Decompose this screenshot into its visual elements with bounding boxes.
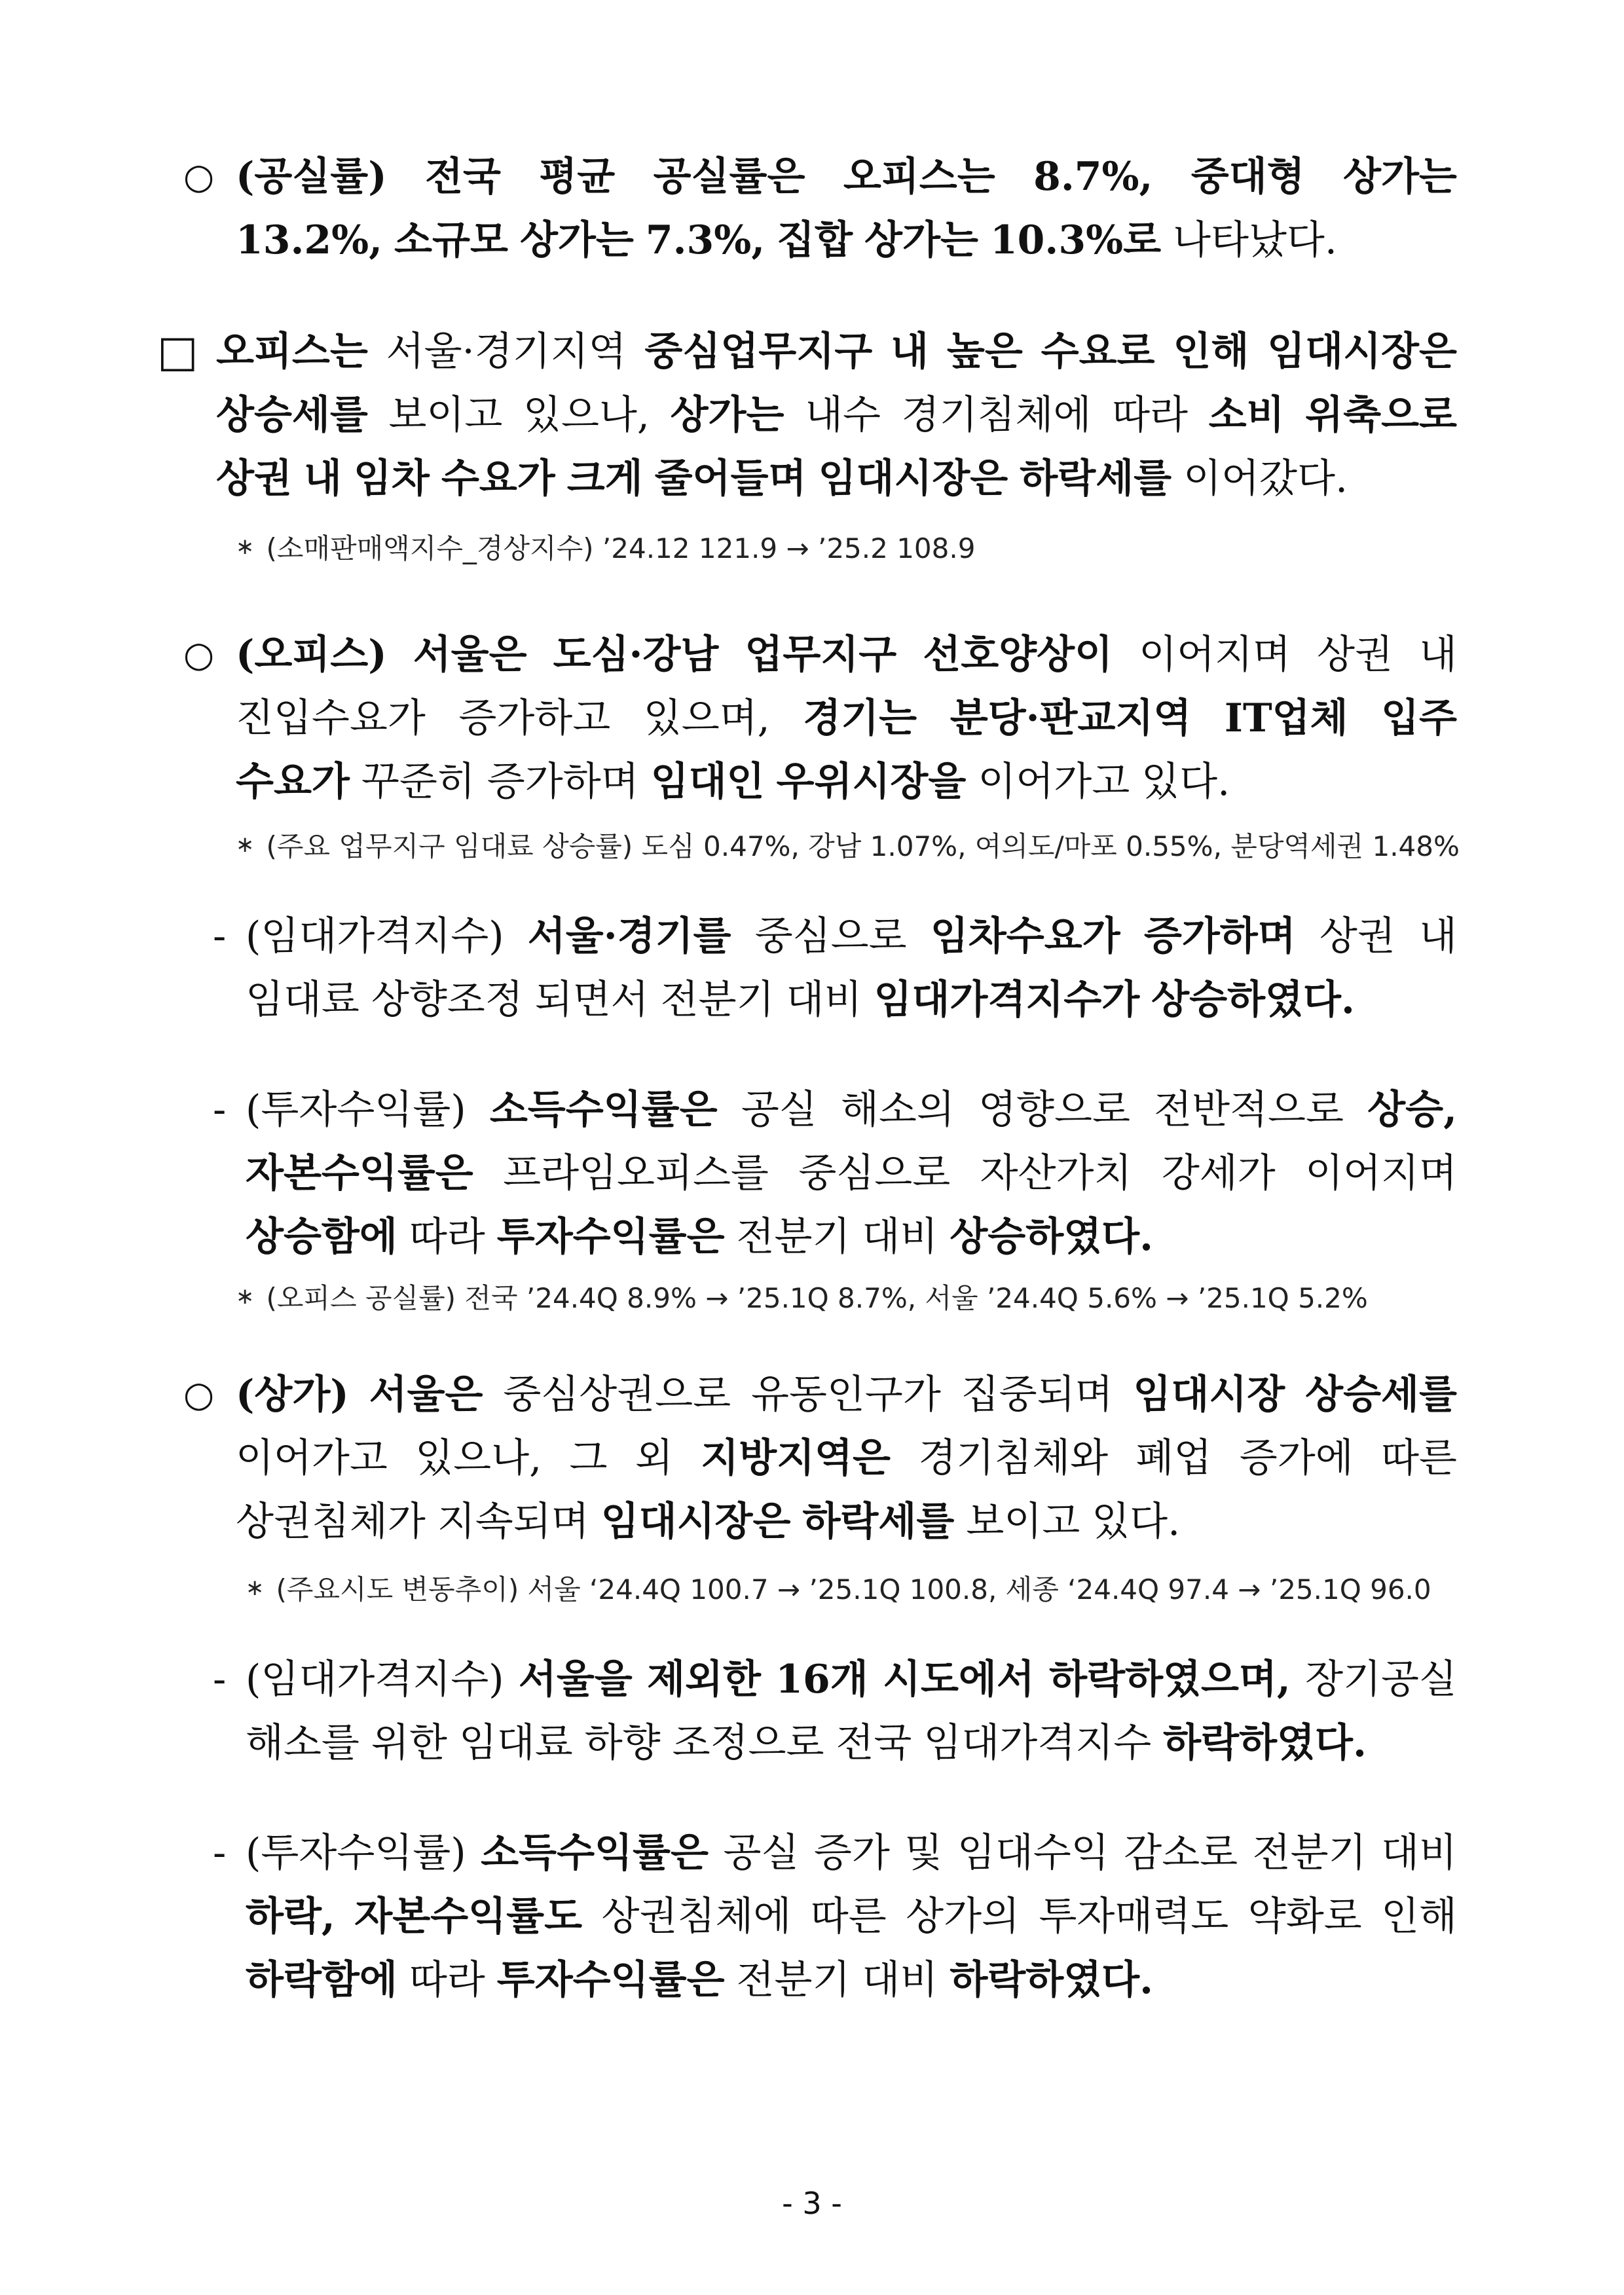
- text-line: [216, 322, 1457, 381]
- bold-word: 상승함에: [246, 1214, 397, 1260]
- word: 대비: [1381, 1830, 1457, 1876]
- word: 자산가치: [980, 1150, 1132, 1196]
- bold-word: 공실률은: [653, 154, 805, 200]
- bold-word: 하락하였다.: [1163, 1720, 1367, 1766]
- text-line: [236, 752, 1457, 811]
- word: 위한: [371, 1720, 447, 1766]
- text-line: [216, 386, 1457, 445]
- word: 폐업: [1135, 1435, 1212, 1481]
- word: 보이고: [966, 1499, 1080, 1545]
- bold-word: 시도에서: [883, 1657, 1035, 1702]
- bold-word: 상권: [216, 456, 292, 502]
- page-number: - 3 -: [782, 2186, 842, 2221]
- bold-word: 상가는: [670, 392, 784, 438]
- word: 내: [1418, 632, 1457, 678]
- word: 증가: [813, 1830, 890, 1876]
- word: 전반적으로: [1154, 1087, 1344, 1133]
- word: 조정으로: [672, 1720, 824, 1766]
- text-line: [246, 1951, 1457, 2010]
- text-line: [236, 211, 1457, 270]
- word: 그: [569, 1435, 608, 1481]
- bold-word: 분당·판교지역: [950, 695, 1192, 741]
- bold-word: 상승하였다.: [950, 1214, 1154, 1260]
- bold-word: 소비: [1208, 392, 1285, 438]
- text-line: [236, 1492, 1457, 1551]
- text-line: [216, 449, 1457, 508]
- bold-word: 소규모: [394, 217, 508, 263]
- word: 지속되며: [437, 1499, 589, 1545]
- text-line: [246, 907, 1457, 966]
- bold-word: 선호양상이: [923, 632, 1113, 678]
- bold-word: 서울을: [518, 1657, 633, 1702]
- word: 중심상권으로: [503, 1372, 731, 1418]
- word: 있으나,: [415, 1435, 542, 1481]
- word: 대비: [786, 977, 862, 1023]
- word: 공실: [741, 1087, 817, 1133]
- word: 보이고: [388, 392, 503, 438]
- text-line: [246, 1714, 1457, 1772]
- bold-word: 내: [303, 456, 342, 502]
- footnote-text: (주요시도 변동추이) 서울 ‘24.4Q 100.7 → ’25.1Q 100.8, 세종 ‘24.4Q 97.4 → ’25.1Q 96.0: [276, 1573, 1431, 1606]
- word: 따라: [409, 1957, 485, 2003]
- word: 상가의: [906, 1894, 1020, 1939]
- word: 따라: [409, 1214, 485, 1260]
- bold-word: 투자수익률은: [496, 1214, 725, 1260]
- text-line: [246, 1824, 1457, 1882]
- word: 전분기: [736, 1957, 851, 2003]
- bold-word: 하락함에: [246, 1957, 397, 2003]
- word: 임대수익: [957, 1830, 1109, 1876]
- bold-word: 수요가: [236, 759, 350, 805]
- bold-word: 임대시장: [1133, 1372, 1285, 1418]
- word: 임대가격지수: [923, 1720, 1152, 1766]
- circle-bullet: ○: [183, 1374, 215, 1415]
- word: 있다.: [1141, 759, 1230, 805]
- word: 영향으로: [978, 1087, 1130, 1133]
- word: 있다.: [1092, 1499, 1181, 1545]
- word: 하향: [584, 1720, 661, 1766]
- footnote-text: (오피스 공실률) 전국 ’24.4Q 8.9% → ’25.1Q 8.7%, 서울 ’24.4Q 5.6% → ’25.1Q 5.2%: [266, 1282, 1368, 1314]
- bold-word: 하락하였으며,: [1049, 1657, 1291, 1702]
- bold-word: 임대시장은: [1267, 329, 1457, 375]
- asterisk-icon: ∗: [246, 1575, 265, 1601]
- word: 서울·경기지역: [386, 329, 627, 375]
- bold-word: (오피스): [236, 632, 387, 678]
- text-line: [246, 1080, 1457, 1139]
- asterisk-icon: ∗: [236, 534, 255, 560]
- word: 꾸준히: [361, 759, 475, 805]
- bold-word: 임차수요가: [930, 913, 1120, 959]
- bold-word: 오피스는: [216, 329, 368, 375]
- word: 증가에: [1239, 1435, 1354, 1481]
- word: 경기침체와: [918, 1435, 1109, 1481]
- bold-word: 임차: [353, 456, 430, 502]
- bold-word: 임대시장은: [818, 456, 1008, 502]
- word: 임대료: [458, 1720, 573, 1766]
- text-line: [246, 970, 1457, 1029]
- text-line: [236, 147, 1457, 206]
- word: 임대료: [246, 977, 360, 1023]
- word: 상권침체에: [601, 1894, 792, 1939]
- word: 이어가고: [236, 1435, 388, 1481]
- bold-word: 서울은: [369, 1372, 483, 1418]
- bold-word: 상승세를: [216, 392, 368, 438]
- word: 내: [1419, 913, 1457, 959]
- bold-word: 임대가격지수가: [874, 977, 1140, 1023]
- bold-word: 자본수익률은: [246, 1150, 473, 1196]
- bold-word: 서울·경기를: [527, 913, 731, 959]
- word: 이어가고: [978, 759, 1130, 805]
- dash-bullet: -: [213, 1657, 227, 1702]
- word: 진입수요가: [236, 695, 426, 741]
- word: 감소로: [1124, 1830, 1238, 1876]
- bold-word: 하락세를: [802, 1499, 955, 1545]
- word: 상권: [1316, 632, 1393, 678]
- word: 증가하며: [487, 759, 639, 805]
- word: 따른: [1381, 1435, 1457, 1481]
- word: 대비: [862, 1214, 938, 1260]
- bold-word: 평균: [539, 154, 616, 200]
- bold-word: 임대시장은: [600, 1499, 791, 1545]
- bold-word: 수요가: [441, 456, 555, 502]
- bold-word: 하락세를: [1020, 456, 1172, 502]
- word: 상권: [1319, 913, 1395, 959]
- word: 해소의: [840, 1087, 955, 1133]
- word: 있으며,: [643, 695, 770, 741]
- bold-word: 위축으로: [1305, 392, 1457, 438]
- word: 상향조정: [371, 977, 523, 1023]
- bold-word: 제외한: [647, 1657, 761, 1702]
- word: 해소를: [246, 1720, 360, 1766]
- word: 투자매력도: [1039, 1894, 1229, 1939]
- bold-word: 높은: [946, 329, 1023, 375]
- bold-word: 증가하며: [1143, 913, 1296, 959]
- word: 전분기: [736, 1214, 851, 1260]
- bold-word: 10.3%로: [989, 217, 1162, 263]
- text-line: [236, 1429, 1457, 1488]
- text-line: [246, 1887, 1457, 1946]
- word: 강세가: [1161, 1150, 1276, 1196]
- word: 있으나,: [523, 392, 650, 438]
- word: 중심으로: [754, 913, 907, 959]
- bold-word: 우위시장을: [776, 759, 967, 805]
- word: 집중되며: [961, 1372, 1113, 1418]
- bold-word: 전국: [425, 154, 501, 200]
- bold-word: (공실률): [236, 154, 387, 200]
- bold-word: 상가는: [519, 217, 634, 263]
- text-line: [236, 689, 1457, 748]
- word: 나타났다.: [1173, 217, 1337, 263]
- word: 장기공실: [1305, 1657, 1457, 1702]
- word: 이어지며: [1139, 632, 1291, 678]
- bold-word: 상가는: [1343, 154, 1457, 200]
- asterisk-icon: ∗: [236, 832, 255, 858]
- bold-word: 업무지구: [745, 632, 897, 678]
- word: (투자수익률): [246, 1830, 466, 1876]
- word: 되면서: [534, 977, 649, 1023]
- word: 경기침체에: [901, 392, 1092, 438]
- bold-word: 집합: [777, 217, 853, 263]
- text-line: [246, 1144, 1457, 1203]
- bold-word: 중대형: [1190, 154, 1305, 200]
- bold-word: 7.3%,: [645, 217, 766, 263]
- bold-word: 13.2%,: [236, 217, 383, 263]
- footnote: [236, 825, 1460, 864]
- text-line: [236, 625, 1457, 684]
- bold-word: 수요로: [1041, 329, 1155, 375]
- word: 증가하고: [458, 695, 611, 741]
- word: 이어지며: [1305, 1150, 1457, 1196]
- word: 약화로: [1247, 1894, 1362, 1939]
- word: 공실: [723, 1830, 800, 1876]
- word: 유동인구가: [750, 1372, 941, 1418]
- bold-word: 상가는: [864, 217, 978, 263]
- bold-word: 하락,: [246, 1894, 335, 1939]
- asterisk-icon: ∗: [236, 1283, 255, 1310]
- word: 따른: [810, 1894, 887, 1939]
- word: 및: [904, 1830, 943, 1876]
- bold-word: 중심업무지구: [644, 329, 873, 375]
- bold-word: 임대인: [650, 759, 765, 805]
- word: 내수: [805, 392, 881, 438]
- word: 인해: [1381, 1894, 1457, 1939]
- word: 프라임오피스를: [503, 1150, 769, 1196]
- bold-word: 내: [891, 329, 929, 375]
- bold-word: 상승,: [1367, 1087, 1457, 1133]
- bold-word: 인해: [1173, 329, 1249, 375]
- word: 전국: [836, 1720, 912, 1766]
- bold-word: 소득수익률은: [489, 1087, 718, 1133]
- footnote: [236, 527, 975, 566]
- footnote-text: (주요 업무지구 임대료 상승률) 도심 0.47%, 강남 1.07%, 여의도/마포 0.55%, 분당역세권 1.48%: [266, 830, 1460, 862]
- bold-word: 16개: [775, 1657, 868, 1702]
- bold-word: 서울은: [413, 632, 527, 678]
- footnote: [236, 1277, 1368, 1316]
- footnote: [246, 1568, 1431, 1607]
- bold-word: 상승세를: [1305, 1372, 1457, 1418]
- word: 외: [635, 1435, 673, 1481]
- bold-word: (상가): [236, 1372, 349, 1418]
- bold-word: 소득수익률은: [481, 1830, 709, 1876]
- word: 중심으로: [798, 1150, 951, 1196]
- circle-bullet: ○: [183, 634, 215, 675]
- dash-bullet: -: [213, 913, 227, 959]
- bold-word: 투자수익률은: [496, 1957, 725, 2003]
- bold-word: 하락하였다.: [950, 1957, 1154, 2003]
- bold-word: 입주: [1381, 695, 1457, 741]
- bold-word: 상승하였다.: [1151, 977, 1355, 1023]
- word: (투자수익률): [246, 1087, 466, 1133]
- bold-word: 오피스는: [843, 154, 995, 200]
- square-bullet: □: [157, 326, 198, 376]
- bold-word: 8.7%,: [1033, 154, 1153, 200]
- circle-bullet: ○: [183, 156, 215, 197]
- bold-word: 크게: [566, 456, 643, 502]
- bold-word: 경기는: [803, 695, 917, 741]
- dash-bullet: -: [213, 1830, 227, 1876]
- word: 이어갔다.: [1183, 456, 1348, 502]
- word: 대비: [862, 1957, 938, 2003]
- word: (임대가격지수): [246, 913, 504, 959]
- word: 전분기: [660, 977, 775, 1023]
- footnote-text: (소매판매액지수_경상지수) ’24.12 121.9 → ’25.2 108.9: [266, 532, 976, 564]
- word: 따라: [1112, 392, 1188, 438]
- text-line: [236, 1365, 1457, 1424]
- text-line: [246, 1650, 1457, 1709]
- word: 상권침체가: [236, 1499, 426, 1545]
- dash-bullet: -: [213, 1087, 227, 1133]
- bold-word: 도심·강남: [553, 632, 719, 678]
- bold-word: 자본수익률도: [354, 1894, 583, 1939]
- word: (임대가격지수): [246, 1657, 504, 1702]
- word: 전분기: [1252, 1830, 1367, 1876]
- text-line: [246, 1207, 1457, 1266]
- bold-word: 지방지역은: [701, 1435, 891, 1481]
- bold-word: 줄어들며: [654, 456, 807, 502]
- bold-word: IT업체: [1224, 695, 1348, 741]
